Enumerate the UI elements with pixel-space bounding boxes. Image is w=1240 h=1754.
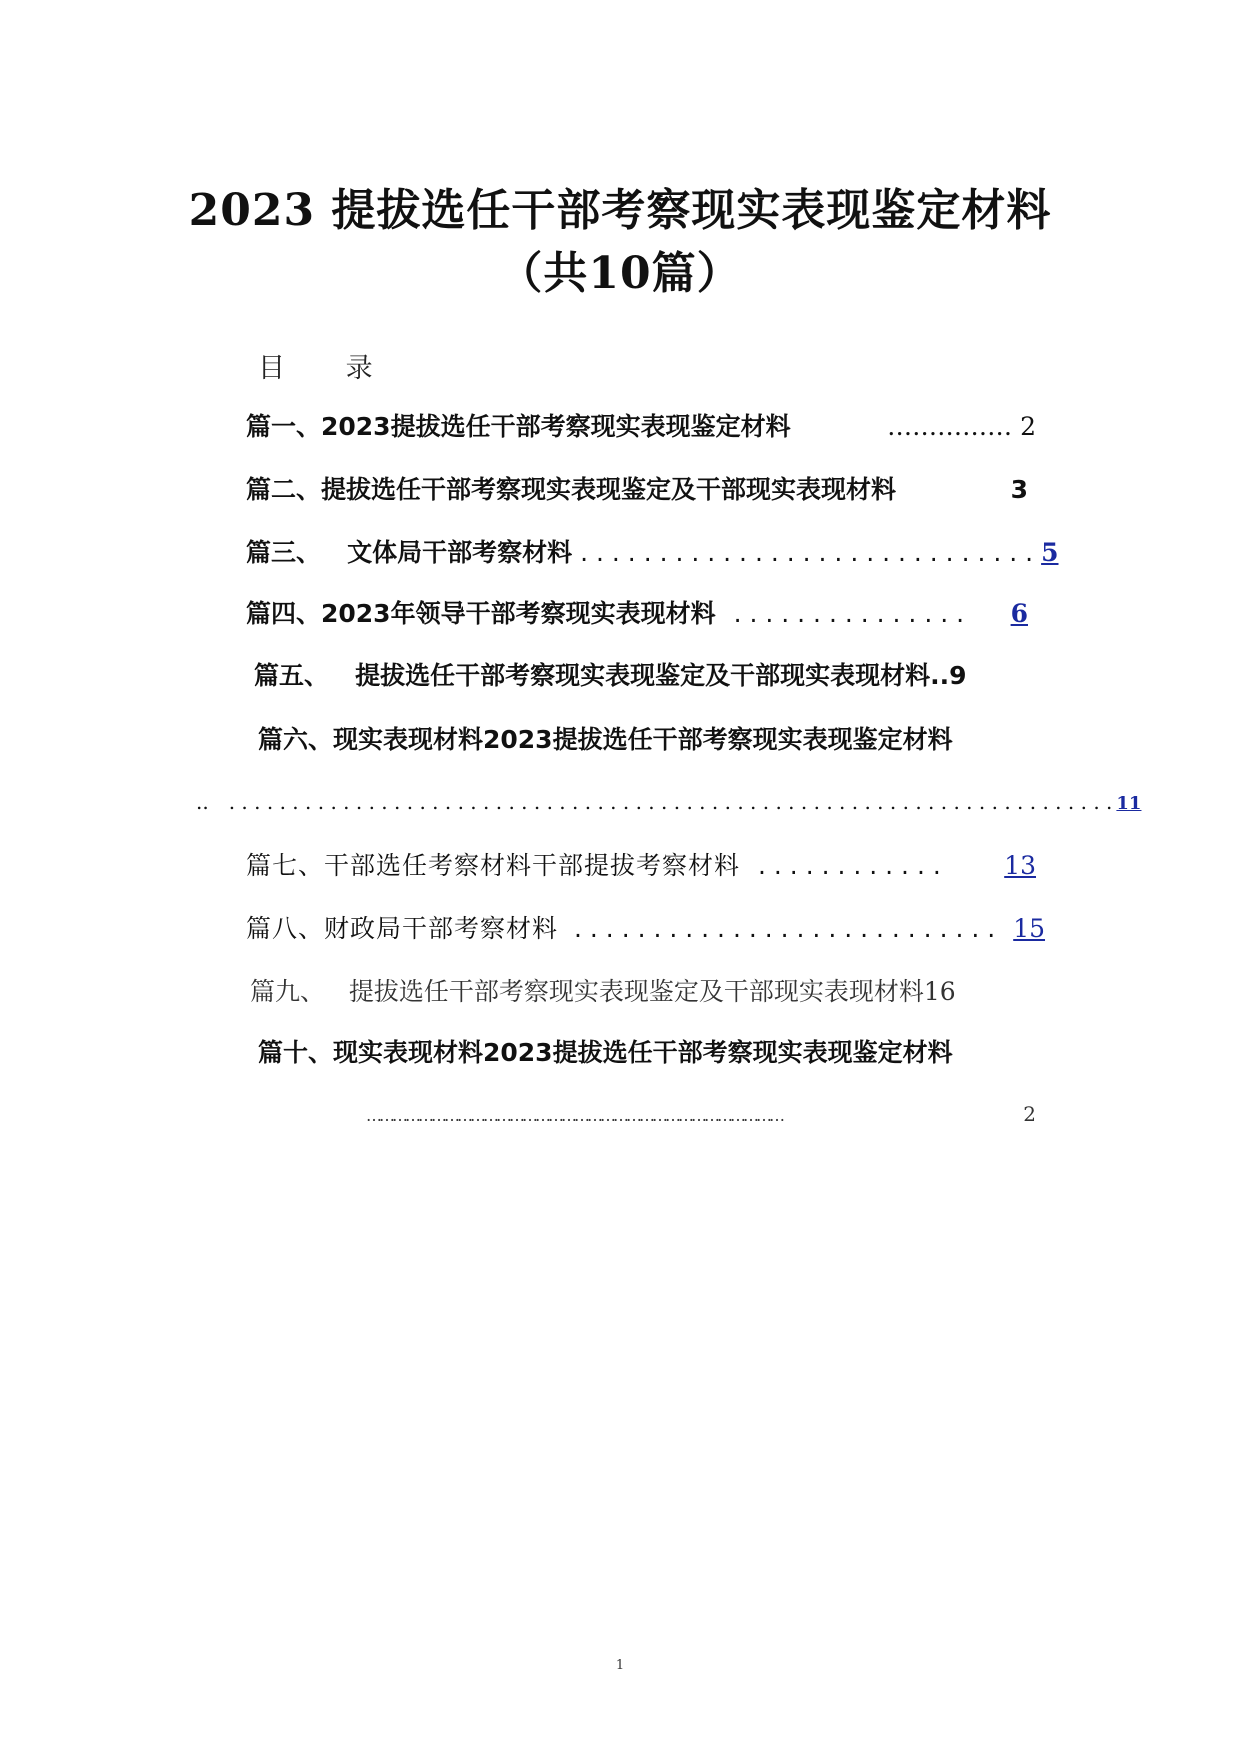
toc-entry-leader: . . . . . . . . . . . . . . . . . . . . . . . . . . . [574, 914, 996, 943]
toc-entry-label: 篇十、现实表现材料2023提拔选任干部考察现实表现鉴定材料 [258, 1038, 953, 1067]
toc-entry-page-link[interactable]: 13 [1004, 851, 1036, 880]
toc-entry-page-link[interactable]: 6 [1010, 599, 1028, 628]
toc-entry-page-link[interactable]: 15 [1013, 914, 1046, 943]
toc-entry-1[interactable] [246, 407, 1036, 443]
document-title-line1: 2023 提拔选任干部考察现实表现鉴定材料 [188, 185, 1052, 236]
toc-entry-label: 篇六、现实表现材料2023提拔选任干部考察现实表现鉴定材料 [258, 725, 953, 754]
toc-entry-5[interactable] [254, 656, 1044, 692]
toc-entry-leader: …………… [887, 412, 1013, 441]
toc-entry-leader: . . . . . . . . . . . . . . . . . . . . . . . . . . . . . [580, 538, 1034, 567]
toc-entry-6[interactable] [258, 720, 1058, 756]
toc-entry-leader: . . . . . . . . . . . . . . . [733, 599, 965, 628]
toc-entry-leader: . . . . . . . . . . . . . . . . . . . . . . . . . . . . . . . . . . . . . . . . . . . . . . . . . . . . . . . . . . . . . . . . . . . . . . [228, 790, 1113, 814]
toc-entry-leader-prefix: .. [196, 790, 209, 814]
toc-heading: 目 录 [258, 353, 399, 384]
toc-entry-leader: .. [930, 661, 950, 690]
toc-entry-page: 3 [1010, 475, 1028, 504]
toc-entry-label: 篇八、财政局干部考察材料 [246, 914, 559, 943]
toc-entry-page-link[interactable]: 5 [1041, 538, 1059, 567]
toc-entry-2[interactable] [246, 470, 1036, 506]
toc-entry-label: 篇七、干部选任考察材料干部提拔考察材料 [246, 851, 741, 880]
toc-entry-label: 篇五、 提拔选任干部考察现实表现鉴定及干部现实表现材料 [254, 661, 931, 690]
toc-entry-page-link[interactable]: 11 [1116, 793, 1142, 814]
toc-entry-8[interactable] [246, 909, 1046, 945]
toc-entry-label: 篇一、2023提拔选任干部考察现实表现鉴定材料 [246, 412, 791, 441]
toc-entry-page: 9 [949, 661, 967, 690]
toc-entry-page: 16 [923, 977, 956, 1006]
toc-entry-label: 篇二、提拔选任干部考察现实表现鉴定及干部现实表现材料 [246, 475, 897, 504]
toc-entry-label: 篇四、2023年领导干部考察现实表现材料 [246, 599, 716, 628]
toc-entry-leader: . . . . . . . . . . . . [758, 851, 941, 880]
document-title-line2: （共10篇） [498, 248, 742, 299]
toc-entry-4[interactable] [246, 594, 1028, 630]
toc-entry-label: 篇九、 提拔选任干部考察现实表现鉴定及干部现实表现材料 [250, 977, 924, 1006]
toc-entry-9[interactable] [250, 972, 1060, 1008]
toc-entry-leader: …………………………………………………………………………………… [366, 1106, 782, 1125]
toc-entry-page: 2 [1023, 1102, 1036, 1126]
toc-entry-3[interactable] [246, 533, 1059, 569]
toc-entry-page: 2 [1020, 412, 1036, 441]
toc-entry-6-leader-line [196, 790, 1142, 814]
toc-entry-7[interactable] [246, 846, 1036, 882]
toc-entry-label: 篇三、 文体局干部考察材料 [246, 538, 573, 567]
page-number: 1 [615, 1658, 625, 1673]
toc-entry-10-leader-line [366, 1102, 1036, 1126]
toc-entry-10[interactable] [258, 1033, 1058, 1069]
